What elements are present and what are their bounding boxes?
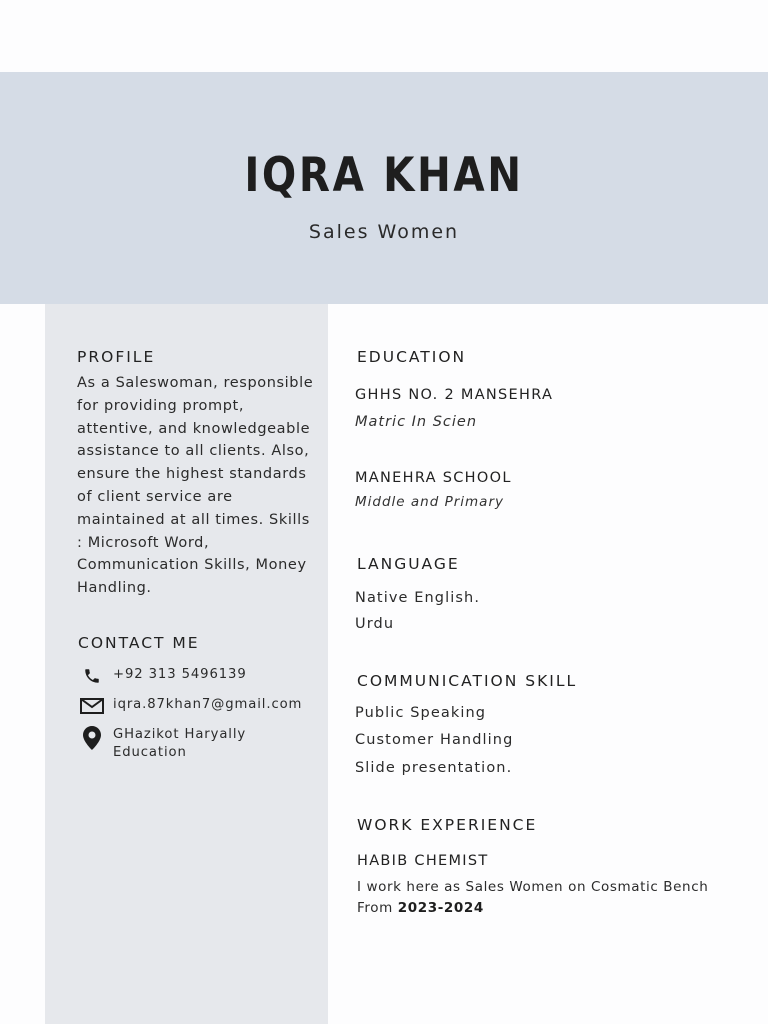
resume-role: Sales Women [308, 221, 460, 243]
language-heading: LANGUAGE [357, 555, 460, 573]
phone-icon [80, 666, 104, 686]
education-detail-2: Middle and Primary [355, 494, 504, 510]
contact-address [80, 726, 246, 762]
education-school-2: MANEHRA SCHOOL [355, 470, 512, 486]
work-years: 2023-2024 [397, 900, 484, 916]
education-detail-1: Matric In Scien [355, 414, 478, 430]
email-text[interactable]: iqra.87khan7@gmail.com [113, 697, 303, 712]
location-pin-icon [80, 726, 104, 750]
profile-text: As a Saleswoman, responsible for providing prompt, attentive, and knowledgeable assistance to all clients. Also, ensure the highest standards of client service are maintained at all times. Skills : Microsoft Word, Communication Skills, Money Handling. [77, 375, 314, 597]
work-description [357, 877, 717, 919]
address-line-2: Education [113, 745, 187, 760]
work-description-text: I work here as Sales Women on Cosmatic Bench From [357, 879, 709, 916]
address-line-1: GHazikot Haryally [113, 727, 247, 742]
communication-item-3: Slide presentation. [355, 760, 513, 776]
education-heading: EDUCATION [357, 348, 467, 366]
mail-icon [80, 696, 104, 716]
phone-text: +92 313 5496139 [113, 667, 247, 682]
education-school-1: GHHS NO. 2 MANSEHRA [355, 387, 554, 403]
resume-name: IQRA KHAN [244, 148, 524, 203]
communication-heading: COMMUNICATION SKILL [357, 672, 578, 690]
address-text [113, 726, 246, 762]
profile-heading: PROFILE [77, 348, 156, 366]
language-item-1: Native English. [355, 590, 481, 606]
contact-email [80, 696, 302, 716]
work-heading: WORK EXPERIENCE [357, 816, 538, 834]
work-company: HABIB CHEMIST [357, 853, 489, 869]
communication-item-1: Public Speaking [355, 705, 487, 721]
communication-item-2: Customer Handling [355, 732, 514, 748]
language-item-2: Urdu [355, 616, 395, 632]
contact-heading: CONTACT ME [78, 634, 200, 652]
contact-phone [80, 666, 247, 686]
